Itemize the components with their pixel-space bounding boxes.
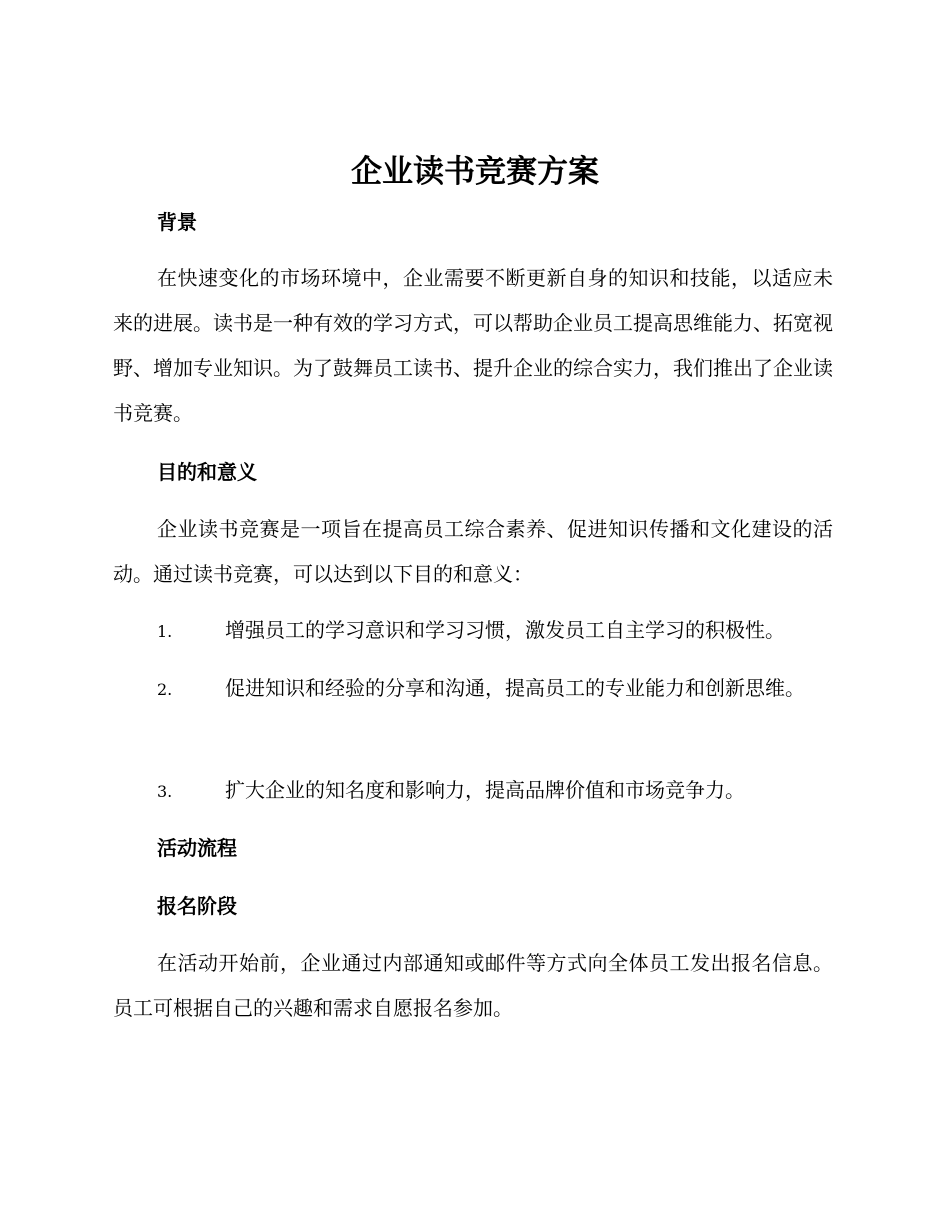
paragraph-background: 在快速变化的市场环境中，企业需要不断更新自身的知识和技能，以适应未来的进展。读书是一种有效的学习方式，可以帮助企业员工提高思维能力、拓宽视野、增加专业知识。为了鼓舞员工读书、提升企业的综合实力，我们推出了企业读书竞赛。 [113,266,833,425]
list-item-text: 增强员工的学习意识和学习习惯，激发员工自主学习的积极性。 [225,618,785,642]
heading-background: 背景 [157,210,197,234]
paragraph-registration: 在活动开始前，企业通过内部通知或邮件等方式向全体员工发出报名信息。员工可根据自己的兴趣和需求自愿报名参加。 [113,951,833,1020]
paragraph-purpose: 企业读书竞赛是一项旨在提高员工综合素养、促进知识传播和文化建设的活动。通过读书竞赛，可以达到以下目的和意义： [113,517,833,586]
list-item-number: 1. [157,622,173,641]
heading-purpose: 目的和意义 [157,460,257,484]
heading-process: 活动流程 [157,836,237,860]
list-item [113,608,833,654]
list-item [113,768,833,814]
document-title: 企业读书竞赛方案 [351,154,599,190]
list-item-text: 扩大企业的知名度和影响力，提高品牌价值和市场竞争力。 [225,778,745,802]
list-item-number: 2. [157,680,173,699]
heading-registration: 报名阶段 [157,894,237,918]
list-item-number: 3. [157,782,173,801]
list-item-text: 促进知识和经验的分享和沟通，提高员工的专业能力和创新思维。 [225,676,805,700]
list-item [113,666,833,712]
